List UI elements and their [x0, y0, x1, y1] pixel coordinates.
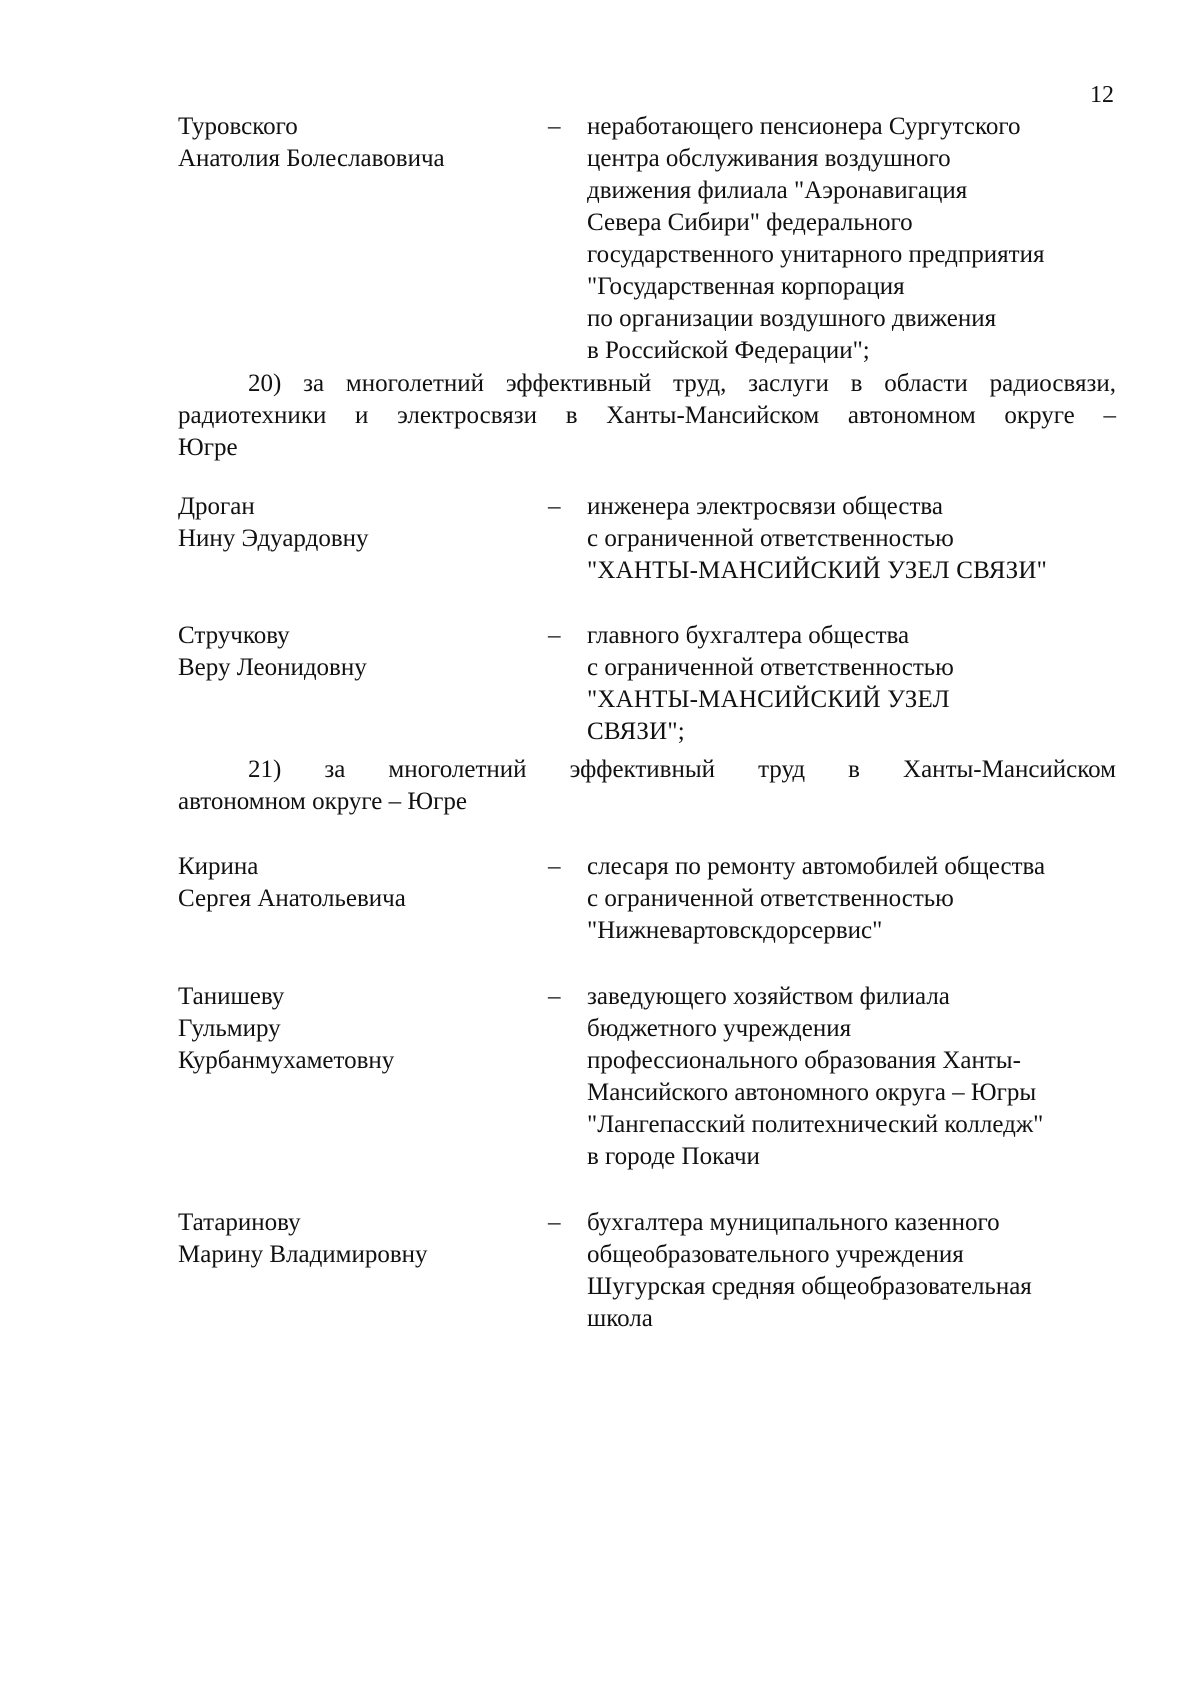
- name-line: Гульмиру: [178, 1015, 281, 1042]
- position-description: [587, 620, 1107, 748]
- section-line: 21) за многолетний эффективный труд в Ханты-Мансийском: [248, 756, 1116, 783]
- dash-separator: –: [548, 853, 561, 880]
- name-line: Туровского: [178, 113, 298, 140]
- section-line: Югре: [178, 434, 238, 461]
- desc-line: в Российской Федерации";: [587, 337, 870, 364]
- name-line: Веру Леонидовну: [178, 654, 367, 681]
- section-line: радиотехники и электросвязи в Ханты-Мансийском автономном округе –: [178, 402, 1116, 429]
- name-line: Нину Эдуардовну: [178, 525, 369, 552]
- desc-line: бюджетного учреждения: [587, 1015, 852, 1042]
- desc-line: "Государственная корпорация: [587, 273, 905, 300]
- section-line: автономном округе – Югре: [178, 788, 467, 815]
- name-line: Танишеву: [178, 983, 285, 1010]
- desc-line: по организации воздушного движения: [587, 305, 997, 332]
- award-category-20: [178, 368, 1116, 464]
- position-description: [587, 111, 1107, 367]
- name-line: Дроган: [178, 493, 255, 520]
- desc-line: с ограниченной ответственностью: [587, 525, 954, 552]
- position-description: [587, 1207, 1107, 1335]
- position-description: [587, 491, 1107, 587]
- dash-separator: –: [548, 983, 561, 1010]
- desc-line: движения филиала "Аэронавигация: [587, 177, 968, 204]
- desc-line: "Лангепасский политехнический колледж": [587, 1111, 1044, 1138]
- desc-line: школа: [587, 1305, 653, 1332]
- person-name: [178, 981, 538, 1077]
- name-line: Анатолия Болеславовича: [178, 145, 445, 172]
- desc-line: неработающего пенсионера Сургутского: [587, 113, 1021, 140]
- desc-line: "ХАНТЫ-МАНСИЙСКИЙ УЗЕЛ: [587, 686, 950, 713]
- person-name: [178, 851, 538, 915]
- desc-line: слесаря по ремонту автомобилей общества: [587, 853, 1046, 880]
- dash-separator: –: [548, 1209, 561, 1236]
- desc-line: профессионального образования Ханты-: [587, 1047, 1021, 1074]
- person-name: [178, 111, 538, 175]
- name-line: Курбанмухаметовну: [178, 1047, 395, 1074]
- name-line: Сергея Анатольевича: [178, 885, 406, 912]
- desc-line: бухгалтера муниципального казенного: [587, 1209, 1000, 1236]
- award-category-21: [178, 754, 1116, 818]
- desc-line: Севера Сибири" федерального: [587, 209, 913, 236]
- name-line: Стручкову: [178, 622, 290, 649]
- person-name: [178, 620, 538, 684]
- position-description: [587, 981, 1107, 1173]
- desc-line: в городе Покачи: [587, 1143, 760, 1170]
- name-line: Кирина: [178, 853, 259, 880]
- person-name: [178, 1207, 538, 1271]
- desc-line: Мансийского автономного округа – Югры: [587, 1079, 1037, 1106]
- name-line: Марину Владимировну: [178, 1241, 428, 1268]
- dash-separator: –: [548, 493, 561, 520]
- desc-line: Шугурская средняя общеобразовательная: [587, 1273, 1032, 1300]
- position-description: [587, 851, 1107, 947]
- desc-line: инженера электросвязи общества: [587, 493, 943, 520]
- desc-line: "Нижневартовскдорсервис": [587, 917, 883, 944]
- desc-line: заведующего хозяйством филиала: [587, 983, 950, 1010]
- desc-line: с ограниченной ответственностью: [587, 885, 954, 912]
- section-line: 20) за многолетний эффективный труд, заслуги в области радиосвязи,: [248, 370, 1116, 397]
- desc-line: главного бухгалтера общества: [587, 622, 910, 649]
- dash-separator: –: [548, 622, 561, 649]
- page-number: 12: [1090, 82, 1114, 108]
- desc-line: СВЯЗИ";: [587, 718, 685, 745]
- name-line: Татаринову: [178, 1209, 301, 1236]
- desc-line: государственного унитарного предприятия: [587, 241, 1045, 268]
- desc-line: с ограниченной ответственностью: [587, 654, 954, 681]
- person-name: [178, 491, 538, 555]
- dash-separator: –: [548, 113, 561, 140]
- desc-line: общеобразовательного учреждения: [587, 1241, 964, 1268]
- desc-line: центра обслуживания воздушного: [587, 145, 951, 172]
- desc-line: "ХАНТЫ-МАНСИЙСКИЙ УЗЕЛ СВЯЗИ": [587, 557, 1047, 584]
